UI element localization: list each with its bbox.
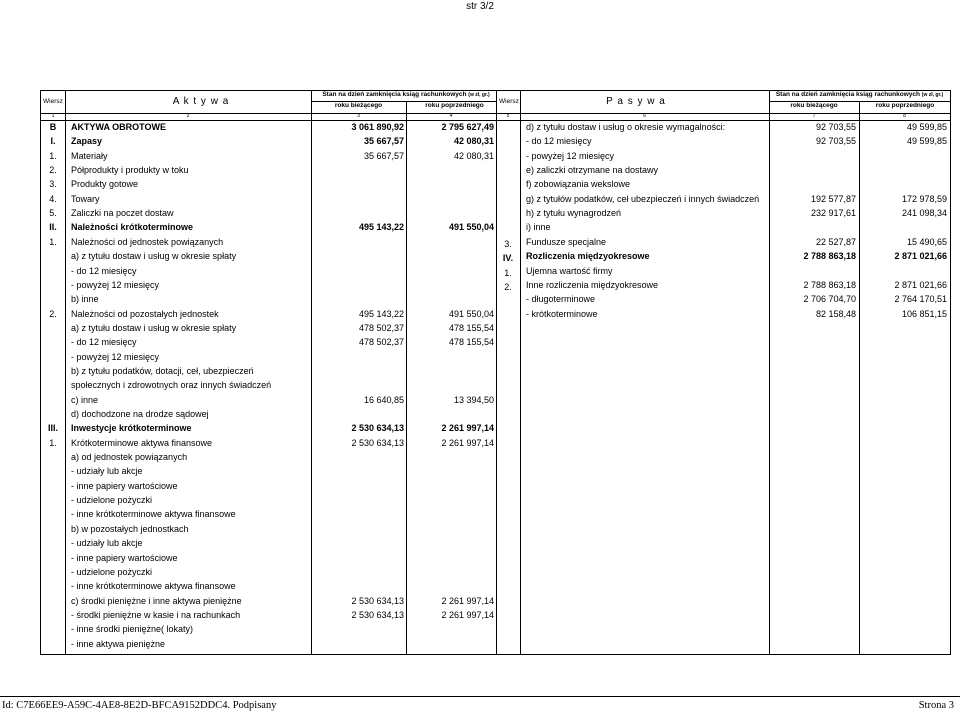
row-label: Ujemna wartość firmy [526, 265, 613, 276]
value-current-year: 478 502,37 [358, 337, 404, 348]
row-label: Zaliczki na poczet dostaw [71, 208, 174, 219]
col-divider [496, 91, 497, 654]
value-previous-year: 172 978,59 [901, 193, 947, 204]
value-previous-year: 42 080,31 [453, 150, 494, 161]
value-previous-year: 2 261 997,14 [441, 423, 494, 434]
row-label: Półprodukty i produkty w toku [71, 165, 189, 176]
col-number-2: 2 [186, 113, 190, 119]
wiersz-right-label: Wiersz [499, 98, 519, 105]
row-label: Materiały [71, 150, 108, 161]
row-label: Inne rozliczenia międzyokresowe [526, 279, 659, 290]
row-label: c) środki pieniężne i inne aktywa pieniężne [71, 595, 242, 606]
col-divider [769, 91, 770, 654]
row-label: - powyżej 12 miesięcy [71, 279, 160, 290]
col-number-8: 8 [903, 113, 906, 119]
col-number-7: 7 [812, 113, 816, 119]
stan-left-heading: Stan na dzień zamknięcia ksiąg rachunkowych (w zł, gr.) [322, 91, 490, 98]
value-previous-year: 2 261 997,14 [441, 609, 494, 620]
row-number: 2. [49, 308, 57, 319]
aktywa-title: A k t y w a [172, 96, 230, 107]
value-previous-year: 2 871 021,66 [894, 251, 947, 262]
row-label: h) z tytułu wynagrodzeń [526, 208, 622, 219]
stan-right-heading: Stan na dzień zamknięcia ksiąg rachunkowych (w zł, gr.) [775, 91, 944, 98]
row-number: 1. [49, 150, 57, 161]
value-current-year: 35 667,57 [363, 150, 404, 161]
row-label: - do 12 miesięcy [526, 136, 592, 147]
page-marker: str 3/2 [466, 1, 494, 12]
value-current-year: 82 158,48 [815, 308, 856, 319]
row-number: 4. [49, 193, 57, 204]
row-label: - udziały lub akcje [71, 538, 143, 549]
value-previous-year: 42 080,31 [453, 136, 494, 147]
col-number-4: 4 [449, 113, 453, 119]
row-label: g) z tytułów podatków, ceł ubezpieczeń i innych świadczeń [526, 193, 760, 204]
row-label: Produkty gotowe [71, 179, 139, 190]
row-label: - długoterminowe [526, 294, 596, 305]
roku-poprzedniego-right: roku poprzedniego [875, 102, 935, 109]
row-label: - inne aktywa pieniężne [71, 638, 166, 649]
row-number: II. [49, 222, 57, 233]
row-label: Krótkoterminowe aktywa finansowe [71, 437, 213, 448]
row-label: b) z tytułu podatków, dotacji, ceł, ubezpieczeń [71, 365, 254, 376]
row-number: IV. [502, 253, 514, 264]
row-number: 2. [504, 281, 512, 292]
row-label: b) inne [71, 294, 99, 305]
row-number: III. [47, 423, 58, 434]
row-label: Inwestycje krótkoterminowe [71, 423, 192, 434]
value-previous-year: 478 155,54 [448, 322, 494, 333]
value-current-year: 2 788 863,18 [803, 279, 856, 290]
value-current-year: 2 530 634,13 [351, 595, 404, 606]
row-label: Rozliczenia międzyokresowe [526, 251, 650, 262]
row-label: społecznych i zdrowotnych oraz innych świadczeń [71, 380, 272, 391]
value-current-year: 478 502,37 [358, 322, 404, 333]
row-label: e) zaliczki otrzymane na dostawy [526, 165, 659, 176]
col-divider [859, 101, 860, 654]
row-label: Zapasy [71, 136, 103, 147]
value-current-year: 92 703,55 [815, 136, 856, 147]
value-previous-year: 2 261 997,14 [441, 437, 494, 448]
row-label: - środki pieniężne w kasie i na rachunkach [71, 609, 241, 620]
value-current-year: 495 143,22 [358, 308, 404, 319]
value-current-year: 35 667,57 [363, 136, 404, 147]
document-footer [0, 696, 960, 714]
value-previous-year: 13 394,50 [453, 394, 494, 405]
row-number: 1. [504, 267, 512, 278]
value-previous-year: 2 764 170,51 [894, 294, 947, 305]
row-label: Fundusze specjalne [526, 236, 607, 247]
value-previous-year: 478 155,54 [448, 337, 494, 348]
row-label: f) zobowiązania wekslowe [526, 179, 631, 190]
row-label: - inne krótkoterminowe aktywa finansowe [71, 581, 236, 592]
pasywa-title: P a s y w a [606, 96, 666, 107]
row-number: 3. [504, 238, 512, 249]
value-previous-year: 49 599,85 [906, 122, 947, 132]
value-previous-year: 241 098,34 [901, 208, 947, 219]
row-label: a) z tytułu dostaw i usług w okresie spłaty [71, 322, 237, 333]
row-label: i) inne [526, 222, 551, 233]
wiersz-left-label: Wiersz [43, 98, 63, 105]
value-current-year: 2 788 863,18 [803, 251, 856, 262]
row-label: - udzielone pożyczki [71, 566, 153, 577]
roku-biezacego-right: roku bieżącego [790, 102, 838, 109]
row-number: B [49, 122, 57, 132]
row-label: d) z tytułu dostaw i usług o okresie wymagalności: [526, 122, 726, 132]
row-number: I. [50, 136, 56, 147]
value-previous-year: 2 871 021,66 [894, 279, 947, 290]
row-label: Należności krótkoterminowe [71, 222, 194, 233]
value-current-year: 16 640,85 [363, 394, 404, 405]
row-number: 2. [49, 165, 57, 176]
value-previous-year: 15 490,65 [906, 236, 947, 247]
row-label: - inne papiery wartościowe [71, 480, 178, 491]
row-number: 1. [49, 236, 57, 247]
value-current-year: 2 530 634,13 [351, 437, 404, 448]
row-label: b) w pozostałych jednostkach [71, 523, 189, 534]
row-number: 5. [49, 208, 57, 219]
footer-id: Id: C7E66EE9-A59C-4AE8-8E2D-BFCA9152DDC4. Podpisany [2, 700, 277, 711]
value-previous-year: 49 599,85 [906, 136, 947, 147]
value-current-year: 495 143,22 [358, 222, 404, 233]
row-label: - krótkoterminowe [526, 308, 598, 319]
row-label: - inne krótkoterminowe aktywa finansowe [71, 509, 236, 520]
row-label: Należności od jednostek powiązanych [71, 236, 224, 247]
value-current-year: 2 530 634,13 [351, 423, 404, 434]
row-label: a) od jednostek powiązanych [71, 452, 188, 463]
row-label: - do 12 miesięcy [71, 337, 137, 348]
value-current-year: 232 917,61 [810, 208, 856, 219]
row-label: - powyżej 12 miesięcy [71, 351, 160, 362]
col-divider [406, 101, 407, 654]
header-sub-divider-left [311, 101, 496, 102]
col-divider [520, 91, 521, 654]
row-label: - inne papiery wartościowe [71, 552, 178, 563]
value-current-year: 92 703,55 [815, 122, 856, 132]
row-label: Towary [71, 193, 100, 204]
col-number-6: 6 [643, 113, 646, 119]
value-previous-year: 2 795 627,49 [441, 122, 494, 132]
footer-page: Strona 3 [918, 700, 954, 711]
col-number-1: 1 [51, 113, 55, 119]
value-current-year: 3 061 890,92 [351, 122, 404, 132]
value-previous-year: 106 851,15 [901, 308, 947, 319]
value-previous-year: 491 550,04 [448, 222, 494, 233]
row-label: Należności od pozostałych jednostek [71, 308, 219, 319]
row-number: 3. [49, 179, 57, 190]
row-label: a) z tytułu dostaw i usług w okresie spłaty [71, 251, 237, 262]
row-label: c) inne [71, 394, 99, 405]
col-divider [65, 91, 66, 654]
value-current-year: 22 527,87 [815, 236, 856, 247]
row-number: 1. [49, 437, 57, 448]
row-label: - do 12 miesięcy [71, 265, 137, 276]
row-label: - udzielone pożyczki [71, 495, 153, 506]
value-current-year: 2 706 704,70 [803, 294, 856, 305]
col-number-3: 3 [357, 113, 360, 119]
row-label: - powyżej 12 miesięcy [526, 150, 615, 161]
col-divider [311, 91, 312, 654]
col-number-5: 5 [506, 113, 510, 119]
value-current-year: 192 577,87 [810, 193, 856, 204]
value-previous-year: 2 261 997,14 [441, 595, 494, 606]
row-label: AKTYWA OBROTOWE [71, 122, 166, 132]
value-current-year: 2 530 634,13 [351, 609, 404, 620]
balance-sheet-table [40, 90, 951, 655]
value-previous-year: 491 550,04 [448, 308, 494, 319]
roku-biezacego-left: roku bieżącego [334, 102, 383, 109]
row-label: - inne środki pieniężne( lokaty) [71, 624, 194, 635]
row-label: - udziały lub akcje [71, 466, 143, 477]
row-label: d) dochodzone na drodze sądowej [71, 409, 209, 419]
roku-poprzedniego-left: roku poprzedniego [425, 102, 484, 109]
